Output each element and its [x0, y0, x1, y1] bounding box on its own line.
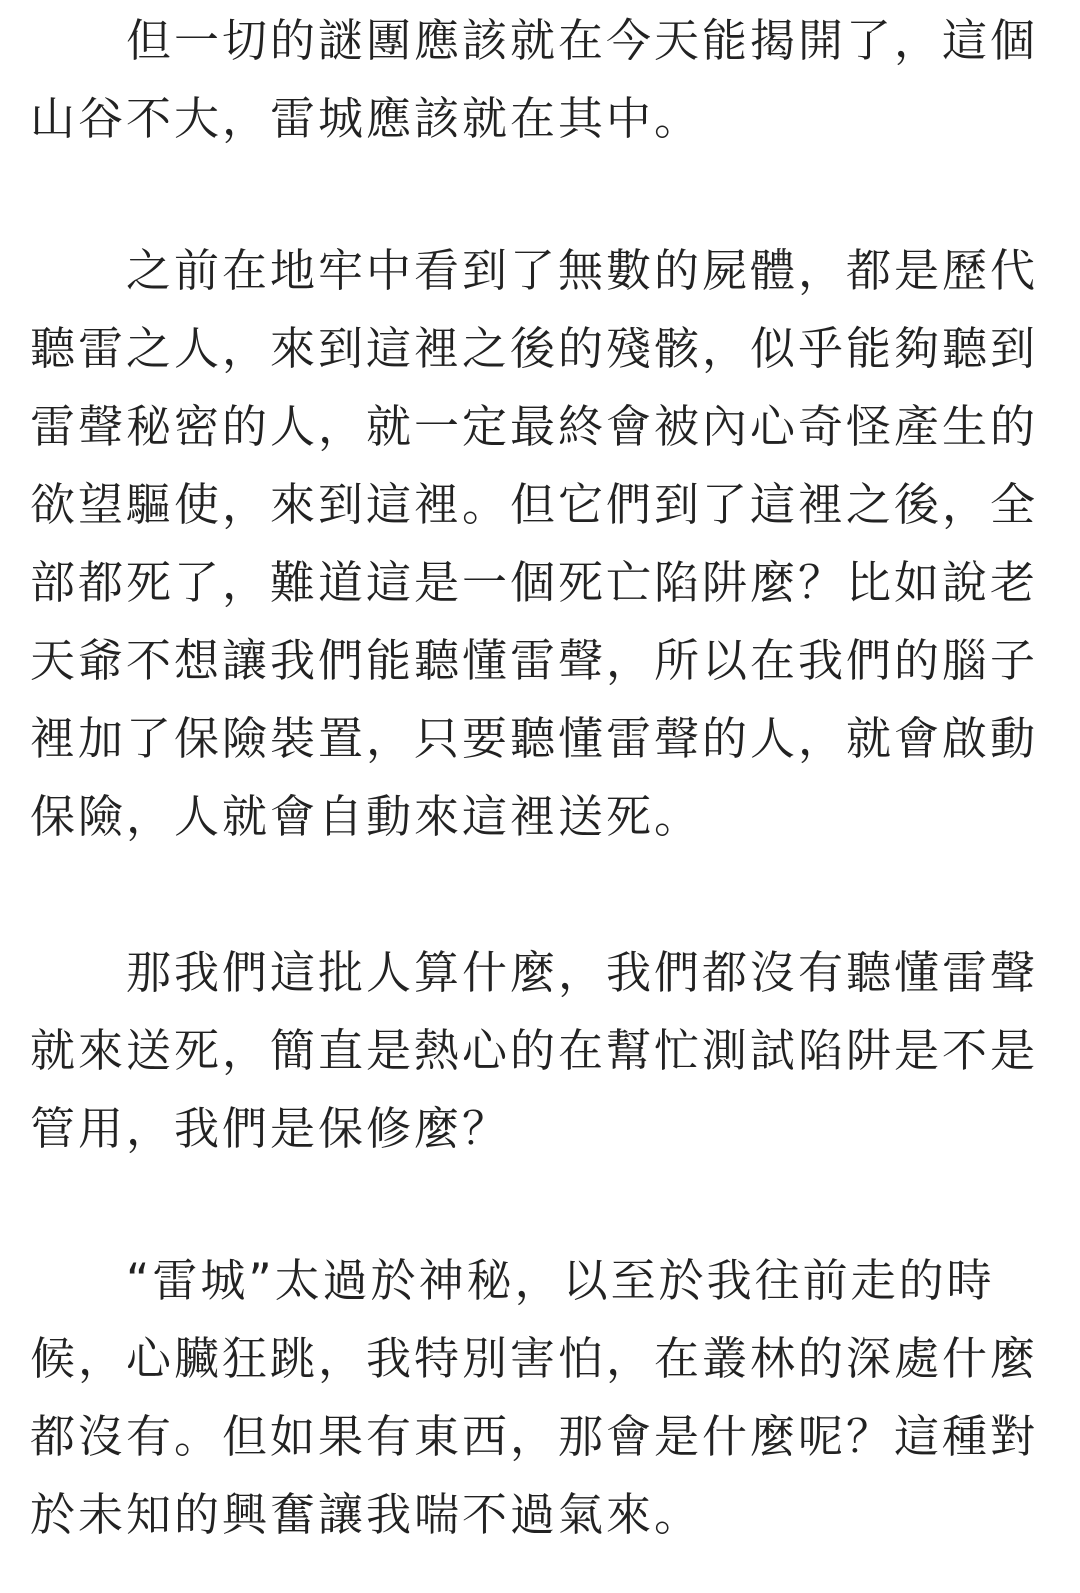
text-line: 管用，我們是保修麼？: [30, 1102, 511, 1155]
text-line: 欲望驅使，來到這裡。但它們到了這裡之後，全: [30, 478, 1039, 531]
text-line: 山谷不大，雷城應該就在其中。: [30, 92, 703, 145]
text-line: 候，心臟狂跳，我特別害怕，在叢林的深處什麼: [30, 1332, 1039, 1385]
text-line: 雷聲秘密的人，就一定最終會被內心奇怪產生的: [30, 400, 1039, 453]
text-line: 就來送死，簡直是熱心的在幫忙測試陷阱是不是: [30, 1024, 1039, 1077]
text-line: 但一切的謎團應該就在今天能揭開了，這個: [126, 14, 1039, 67]
text-line: “雷城”太過於神秘，以至於我往前走的時: [126, 1254, 995, 1307]
text-line: 聽雷之人，來到這裡之後的殘骸，似乎能夠聽到: [30, 322, 1039, 375]
text-line: 部都死了，難道這是一個死亡陷阱麼？比如說老: [30, 556, 1039, 609]
text-line: 那我們這批人算什麼，我們都沒有聽懂雷聲: [126, 946, 1039, 999]
text-line: 天爺不想讓我們能聽懂雷聲，所以在我們的腦子: [30, 634, 1039, 687]
text-line: 都沒有。但如果有東西，那會是什麼呢？這種對: [30, 1410, 1039, 1463]
text-line: 裡加了保險裝置，只要聽懂雷聲的人，就會啟動: [30, 712, 1039, 765]
text-line: 於未知的興奮讓我喘不過氣來。: [30, 1488, 703, 1541]
text-line: 保險，人就會自動來這裡送死。: [30, 790, 703, 843]
text-line: 之前在地牢中看到了無數的屍體，都是歷代: [126, 244, 1039, 297]
